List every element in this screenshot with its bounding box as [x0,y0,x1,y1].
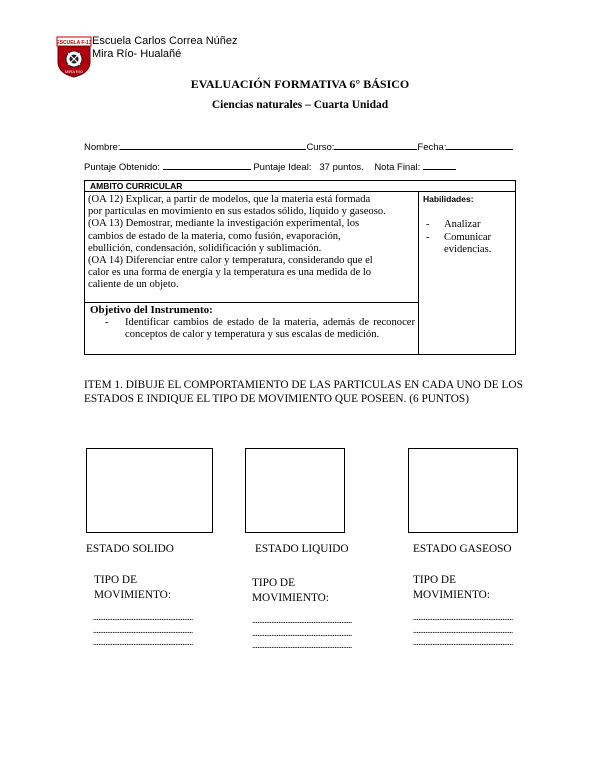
curso-field[interactable] [334,140,417,150]
movimiento-label: MOVIMIENTO: [252,592,329,604]
skill-item [426,219,506,232]
skill-label: Comunicar evidencias. [444,231,492,255]
movimiento-label: MOVIMIENTO: [94,589,171,601]
objective-text: Identificar cambios de estado de la materia, además de reconocer conceptos de calor y temperatura y sus escalas de medición. [125,317,415,341]
school-name: Escuela Carlos Correa Núñez [92,35,238,47]
skill-label: Analizar [444,219,481,230]
skill-dash: - [426,219,430,230]
svg-text:MIRA RÍO: MIRA RÍO [64,69,84,74]
answer-line[interactable]: ......................................................... [413,624,513,635]
answer-line[interactable]: ......................................................... [93,637,193,647]
tipo-label: TIPO DE [252,577,295,589]
skills-list [426,219,506,257]
answer-lines-gas[interactable] [413,611,521,649]
objective-dash: - [105,317,109,328]
oa-line: calor es una forma de energía y la temperatura es una medida de lo [88,267,372,279]
skill-item [426,232,506,257]
answer-line[interactable]: ......................................................... [252,615,352,625]
answer-line[interactable]: ......................................................... [413,612,513,622]
oa-line: por partículas en movimiento en sus estados sólido, líquido y gaseoso. [88,206,386,218]
fecha-label: Fecha: [417,142,447,153]
drawing-box-solid[interactable] [86,448,213,533]
state-label-liquid: ESTADO LIQUIDO [255,543,349,555]
nombre-field[interactable] [120,140,306,150]
table-divider-horizontal [85,302,418,303]
answer-lines-liquid[interactable] [252,614,360,652]
movimiento-label: MOVIMIENTO: [413,589,490,601]
answer-line[interactable]: ......................................................... [252,640,352,650]
answer-line[interactable]: ......................................................... [413,637,513,647]
answer-lines-solid[interactable] [93,611,201,649]
oa-line: (OA 12) Explicar, a partir de modelos, que la materia está formada [88,194,371,205]
page-subtitle: Ciencias naturales – Cuarta Unidad [211,99,389,111]
state-label-solid: ESTADO SOLIDO [86,543,174,555]
fecha-field[interactable] [446,140,513,150]
svg-text:ESCUELA F-13: ESCUELA F-13 [56,40,92,46]
puntaje-obtenido-field[interactable] [163,160,251,170]
student-info-row [84,140,513,153]
state-label-gas: ESTADO GASEOSO [413,543,512,555]
learning-objectives [88,194,414,292]
item-1-instructions: ITEM 1. DIBUJE EL COMPORTAMIENTO DE LAS PARTICULAS EN CADA UNO DE LOS ESTADOS E INDIQUE EL TIPO DE MOVIMIENTO QUE POSEEN. (6 PUNTOS) [84,379,523,406]
oa-line: caliente de un objeto. [88,279,179,291]
answer-line[interactable]: ......................................................... [93,624,193,635]
oa-line: (OA 13) Demostrar, mediante la investigación experimental, los [88,218,360,230]
nombre-label: Nombre: [84,142,121,153]
school-location: Mira Río- Hualañé [92,48,182,60]
tipo-label: TIPO DE [94,574,137,586]
tipo-label: TIPO DE [413,574,456,586]
answer-line[interactable]: ......................................................... [252,627,352,638]
skills-title: Habilidades: [423,194,474,204]
school-logo [56,36,92,78]
answer-line[interactable]: ......................................................... [93,612,193,622]
movement-type-label-solid [94,573,171,603]
curriculum-table [84,180,516,355]
oa-line: ebullición, condensación, solidificación y sublimación. [88,242,322,254]
puntaje-ideal-value: 37 puntos. [319,162,364,173]
school-crest-icon [56,36,92,78]
page-title: EVALUACIÓN FORMATIVA 6° BÁSICO [190,77,410,91]
objective-title: Objetivo del Instrumento: [90,304,213,316]
table-divider-vertical [418,192,419,354]
nota-final-label: Nota Final: [374,162,421,173]
oa-line: cambios de estado de la materia, como fusión, evaporación, [88,230,341,242]
puntaje-obtenido-label: Puntaje Obtenido: [84,162,161,173]
skill-dash: - [426,231,430,243]
curso-label: Curso: [306,142,335,153]
score-info-row [84,160,456,173]
nota-final-field[interactable] [423,160,456,170]
puntaje-ideal-label: Puntaje Ideal: [253,162,312,173]
objective-item [105,317,415,342]
table-header: AMBITO CURRICULAR [85,181,515,192]
movement-type-label-gas [413,573,490,603]
drawing-box-liquid[interactable] [245,448,345,533]
drawing-box-gas[interactable] [408,448,518,533]
oa-line: (OA 14) Diferenciar entre calor y temperatura, considerando que el [88,255,373,267]
movement-type-label-liquid [252,576,329,606]
